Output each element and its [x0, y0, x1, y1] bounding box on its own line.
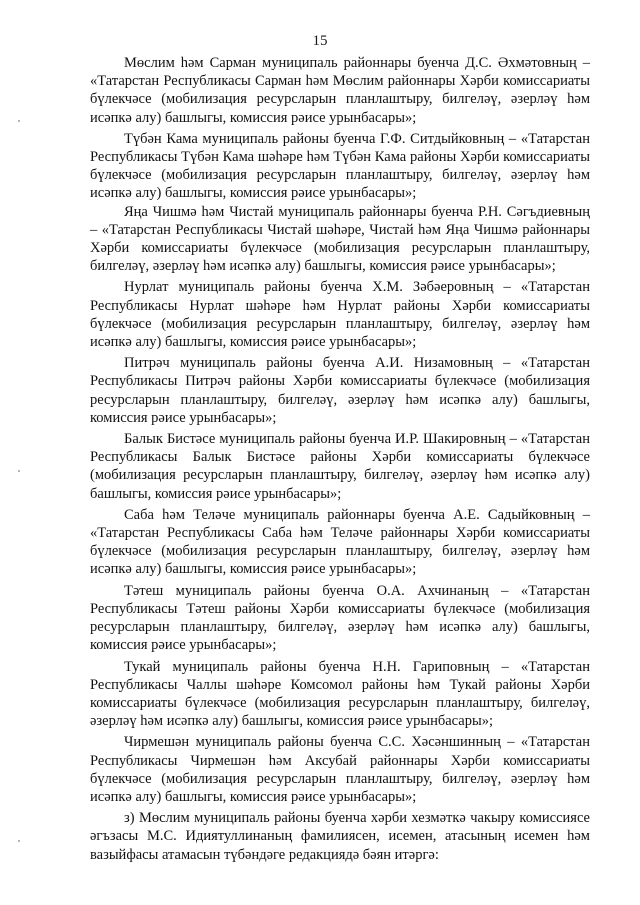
- paragraph-yana-chishme-chistay: Яңа Чишмә һәм Чистай муниципаль районнары буенча Р.Н. Сәгъдиевның – «Татарстан Республикасы Чистай шәһәре, Чистай һәм Яңа Чишмә районнары Хәрби комиссариаты бүлекчәсе (мобилизация ресурсларын планлаштыру, билгеләү, әзерләү һәм исәпкә алу) башлыгы, комиссия рәисе урынбасары»;: [90, 203, 590, 275]
- paragraph-tukay: Тукай муниципаль районы буенча Н.Н. Гариповның – «Татарстан Республикасы Чаллы шәһәре Комсомол районы һәм Тукай районы Хәрби комиссариаты бүлекчәсе (мобилизация ресурсларын планлаштыру, билгеләү, әзерләү һәм исәпкә алу) башлыгы, комиссия рәисе урынбасары»;: [90, 658, 590, 730]
- paragraph-chirmeshen: Чирмешән муниципаль районы буенча С.С. Хәсәншинның – «Татарстан Республикасы Чирмешән һәм Аксубай районнары Хәрби комиссариаты бүлекчәсе (мобилизация ресурсларын планлаштыру, билгеләү, әзерләү һәм исәпкә алу) башлыгы, комиссия рәисе урынбасары»;: [90, 734, 590, 805]
- paragraph-saba-teleche: Саба һәм Теләче муниципаль районнары буенча А.Е. Садыйковның – «Татарстан Республикасы Саба һәм Теләче районнары Хәрби комиссариаты бүлекчәсе (мобилизация ресурсларын планлаштыру, билгеләү, әзерләү һәм исәпкә алу) башлыгы, комиссия рәисе урынбасары»;: [90, 506, 590, 578]
- paragraph-balyk-bistese: Балык Бистәсе муниципаль районы буенча И.Р. Шакировның – «Татарстан Республикасы Балык Бистәсе районы Хәрби комиссариаты бүлекчәсе (мобилизация ресурсларын планлаштыру, билгеләү, әзерләү һәм исәпкә алу) башлыгы, комиссия рәисе урынбасары»;: [90, 431, 590, 502]
- scan-edge-mark: [18, 470, 20, 472]
- paragraph-nurlat: Нурлат муниципаль районы буенча Х.М. Зәбәеровның – «Татарстан Республикасы Нурлат шәһәре һәм Нурлат районы Хәрби комиссариаты бүлекчәсе (мобилизация ресурсларын планлаштыру, билгеләү, әзерләү һәм исәпкә алу) башлыгы, комиссия рәисе урынбасары»;: [90, 279, 590, 351]
- document-body: [90, 54, 590, 864]
- paragraph-muslim-sarman: Мөслим һәм Сарман муниципаль районнары буенча Д.С. Әхмәтовның – «Татарстан Республикасы Сарман һәм Мөслим районнары Хәрби комиссариаты бүлекчәсе (мобилизация ресурсларын планлаштыру, билгеләү, әзерләү һәм исәпкә алу) башлыгы, комиссия рәисе урынбасары»;: [90, 55, 590, 126]
- scan-edge-mark: [18, 840, 20, 842]
- paragraph-pitrech: Питрәч муниципаль районы буенча А.И. Низамовның – «Татарстан Республикасы Питрәч районы Хәрби комиссариаты бүлекчәсе (мобилизация ресурсларын планлаштыру, билгеләү, әзерләү һәм исәпкә алу) башлыгы, комиссия рәисе урынбасары»;: [90, 355, 590, 426]
- paragraph-tuben-kama: Түбән Кама муниципаль районы буенча Г.Ф. Ситдыйковның – «Татарстан Республикасы Түбән Кама шәһәре һәм Түбән Кама районы Хәрби комиссариаты бүлекчәсе (мобилизация ресурсларын планлаштыру, билгеләү, әзерләү һәм исәпкә алу) башлыгы, комиссия рәисе урынбасары»;: [90, 130, 590, 202]
- paragraph-muslim-commission-member: з) Мөслим муниципаль районы буенча хәрби хезмәткә чакыру комиссиясе әгъзасы М.С. Идиятуллинаның фамилиясен, исемен, атасының исемен һәм вазыйфасы атамасын түбәндәге редакциядә бәян итәргә:: [90, 810, 590, 863]
- paragraph-tetesh: Тәтеш муниципаль районы буенча О.А. Ахчинаның – «Татарстан Республикасы Тәтеш районы Хәрби комиссариаты бүлекчәсе (мобилизация ресурсларын планлаштыру, билгеләү, әзерләү һәм исәпкә алу) башлыгы, комиссия рәисе урынбасары»;: [90, 582, 590, 654]
- page-number: 15: [312, 33, 328, 49]
- scan-edge-mark: [18, 120, 20, 122]
